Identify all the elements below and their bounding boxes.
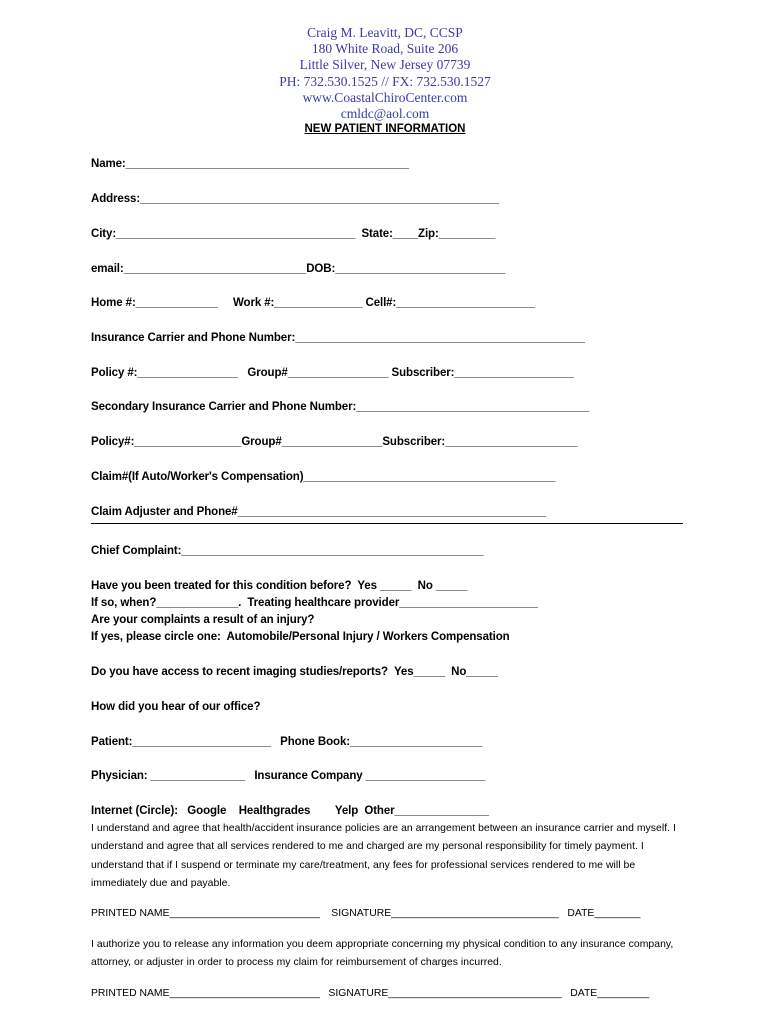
treatment-when-field[interactable]: If so, when?_____________. Treating healthcare provider______________________ (91, 597, 538, 609)
physician-insurance-field[interactable]: Physician: _______________ Insurance Company ___________________ (91, 770, 486, 782)
practice-letterhead (0, 25, 770, 122)
internet-source-field[interactable]: Internet (Circle): Google Healthgrades Yelp Other_______________ (91, 805, 489, 817)
email-dob-field[interactable]: email:_____________________________DOB:___________________________ (91, 263, 506, 275)
name-field[interactable]: Name:_____________________________________________ (91, 158, 409, 170)
patient-phonebook-field[interactable]: Patient:______________________ Phone Book:_____________________ (91, 736, 483, 748)
practice-name: Craig M. Leavitt, DC, CCSP (307, 25, 463, 40)
treated-before-question[interactable]: Have you been treated for this condition before? Yes _____ No _____ (91, 580, 468, 592)
injury-question: Are your complaints a result of an injury? (91, 614, 315, 626)
claim-adjuster-field[interactable]: Claim Adjuster and Phone#_________________________________________________ (91, 506, 547, 518)
authorization-paragraph: I authorize you to release any information you deem appropriate concerning my physical condition to any insurance company, attorney, or adjuster in order to process my claim for reimbursement of charges incurred. (91, 939, 674, 969)
signature-line-1[interactable]: PRINTED NAME__________________________ SIGNATURE_____________________________ DATE________ (91, 908, 641, 919)
phone-numbers-field[interactable]: Home #:_____________ Work #:______________ Cell#:______________________ (91, 297, 535, 309)
form-title: NEW PATIENT INFORMATION (304, 123, 466, 135)
practice-website: www.CoastalChiroCenter.com (302, 89, 468, 105)
claim-number-field[interactable]: Claim#(If Auto/Worker's Compensation)________________________________________ (91, 471, 556, 483)
injury-type-choice[interactable]: If yes, please circle one: Automobile/Personal Injury / Workers Compensation (91, 631, 510, 643)
chief-complaint-field[interactable]: Chief Complaint:________________________________________________ (91, 545, 484, 557)
agreement-paragraph: I understand and agree that health/accident insurance policies are an arrangement between an insurance carrier and myself. I understand and agree that all services rendered to me and charged are my personal responsibility for timely payment. I understand that if I suspend or terminate my care/treatment, any fees for professional services rendered to me will be immediately due and payable. (91, 823, 676, 889)
practice-street: 180 White Road, Suite 206 (311, 41, 459, 57)
referral-question: How did you hear of our office? (91, 701, 261, 713)
signature-line-2[interactable]: PRINTED NAME__________________________ SIGNATURE______________________________ DATE_________ (91, 988, 650, 999)
practice-city: Little Silver, New Jersey 07739 (299, 57, 471, 73)
section-divider (91, 523, 683, 524)
city-state-zip-field[interactable]: City:______________________________________ State:____Zip:_________ (91, 228, 496, 240)
insurance-carrier-field[interactable]: Insurance Carrier and Phone Number:______________________________________________ (91, 332, 585, 344)
imaging-question[interactable]: Do you have access to recent imaging studies/reports? Yes_____ No_____ (91, 666, 498, 678)
address-field[interactable]: Address:_________________________________________________________ (91, 193, 499, 205)
practice-phone-fax: PH: 732.530.1525 // FX: 732.530.1527 (279, 73, 491, 89)
policy-group-subscriber-field[interactable]: Policy #:________________ Group#________________ Subscriber:___________________ (91, 367, 574, 379)
practice-email: cmldc@aol.com (340, 106, 430, 122)
secondary-insurance-field[interactable]: Secondary Insurance Carrier and Phone Number:_____________________________________ (91, 401, 590, 413)
secondary-policy-field[interactable]: Policy#:_________________Group#________________Subscriber:_____________________ (91, 436, 578, 448)
